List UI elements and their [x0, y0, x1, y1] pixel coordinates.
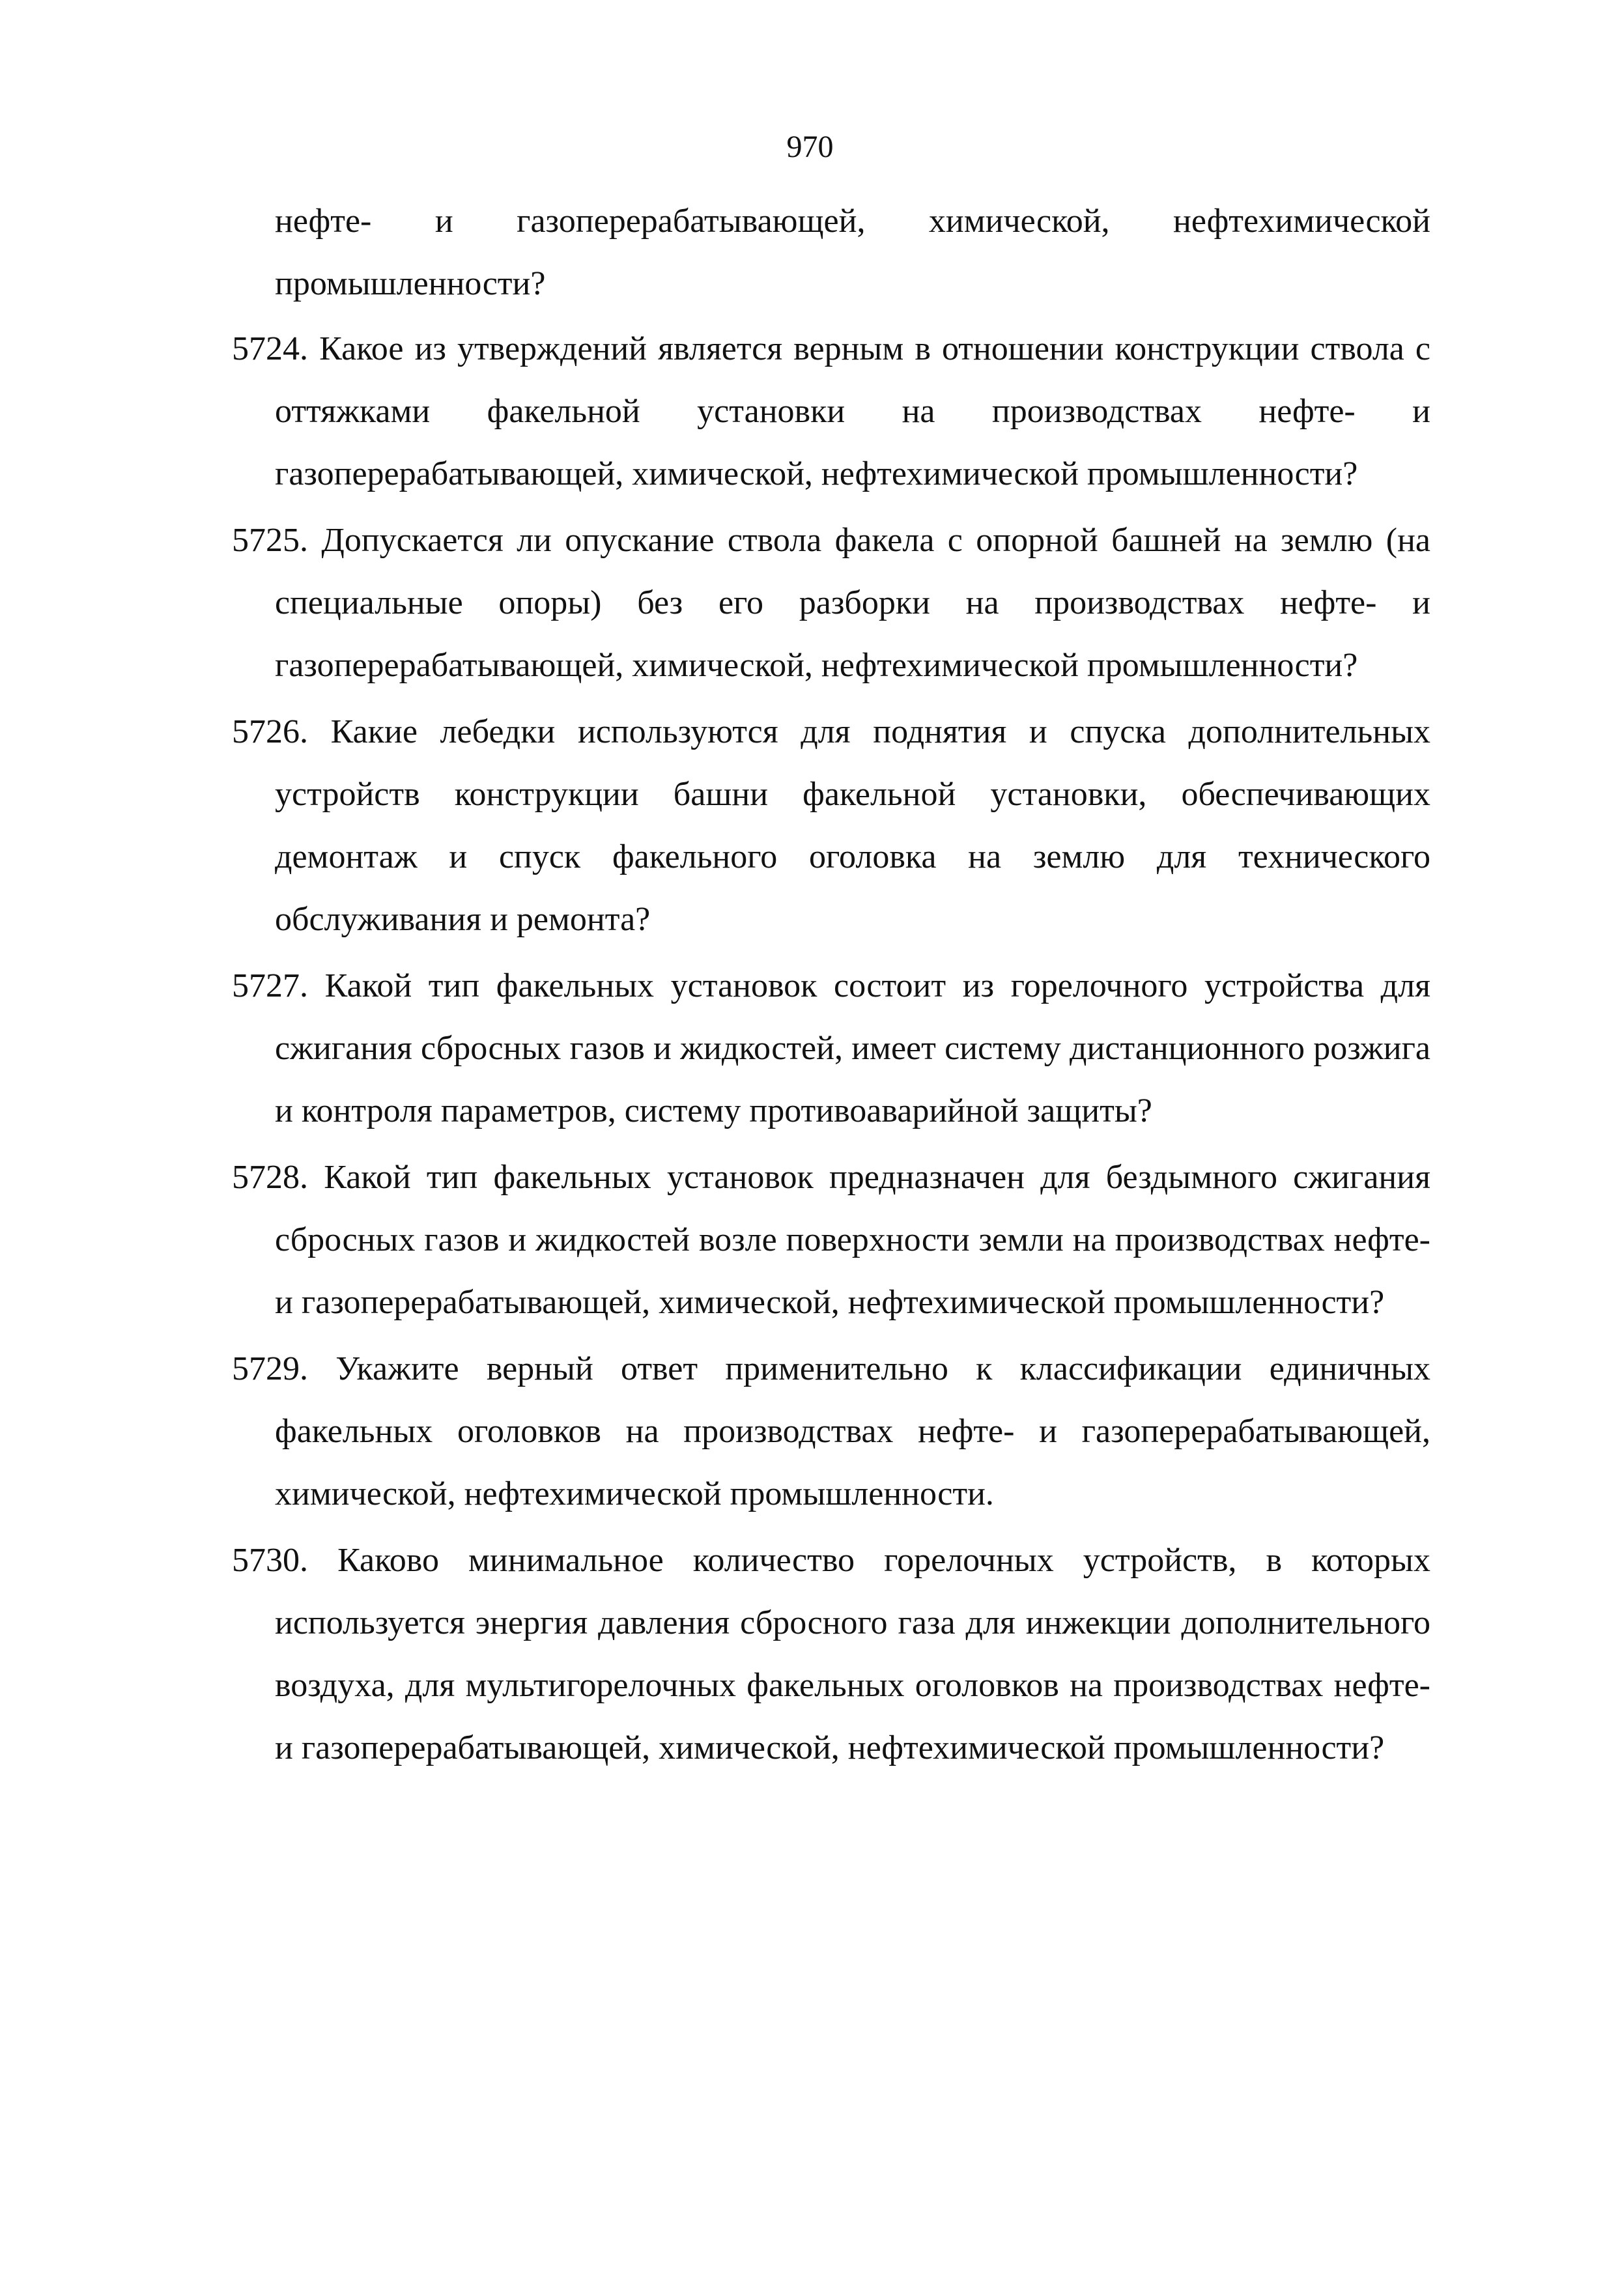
question-item — [232, 509, 1430, 697]
question-text: Допускается ли опускание ствола факела с опорной башней на землю (на специальные опоры) без его разборки на производствах нефте- и газоперерабатывающей, химической, нефтехимической промышленности? — [275, 522, 1430, 684]
question-item — [232, 955, 1430, 1142]
question-text: Какое из утверждений является верным в отношении конструкции ствола с оттяжками факельной установки на производствах нефте- и газоперерабатывающей, химической, нефтехимической промышленности? — [275, 330, 1431, 492]
question-number: 5730. — [232, 1542, 338, 1579]
question-number: 5726. — [232, 713, 331, 750]
continuation-text: нефте- и газоперерабатывающей, химической, нефтехимической промышленности? — [275, 203, 1430, 302]
question-number: 5725. — [232, 522, 322, 559]
page-number: 970 — [786, 130, 834, 164]
question-number: 5728. — [232, 1159, 324, 1196]
question-text: Укажите верный ответ применительно к классификации единичных факельных оголовков на производствах нефте- и газоперерабатывающей, химической, нефтехимической промышленности. — [275, 1350, 1431, 1512]
question-text: Какие лебедки используются для поднятия и спуска дополнительных устройств конструкции башни факельной установки, обеспечивающих демонтаж и спуск факельного оголовка на землю для технического обслуживания и ремонта? — [275, 713, 1430, 938]
question-number: 5727. — [232, 967, 325, 1004]
question-item — [232, 1338, 1430, 1525]
question-number: 5729. — [232, 1350, 336, 1387]
question-item — [232, 1146, 1430, 1334]
page-content — [232, 190, 1430, 1783]
question-text: Какой тип факельных установок предназначен для бездымного сжигания сбросных газов и жидкостей возле поверхности земли на производствах нефте- и газоперерабатывающей, химической, нефтехимической промышленности? — [275, 1159, 1430, 1321]
question-text: Какой тип факельных установок состоит из горелочного устройства для сжигания сбросных газов и жидкостей, имеет систему дистанционного розжига и контроля параметров, систему противоаварийной защиты? — [275, 967, 1431, 1129]
question-item — [232, 1529, 1430, 1779]
question-text: Каково минимальное количество горелочных устройств, в которых используется энергия давления сбросного газа для инжекции дополнительного воздуха, для мультигорелочных факельных оголовков на производствах нефте- и газоперерабатывающей, химической, нефтехимической промышленности? — [275, 1542, 1430, 1766]
question-item — [232, 318, 1430, 505]
question-number: 5724. — [232, 330, 320, 367]
question-item — [232, 701, 1430, 951]
